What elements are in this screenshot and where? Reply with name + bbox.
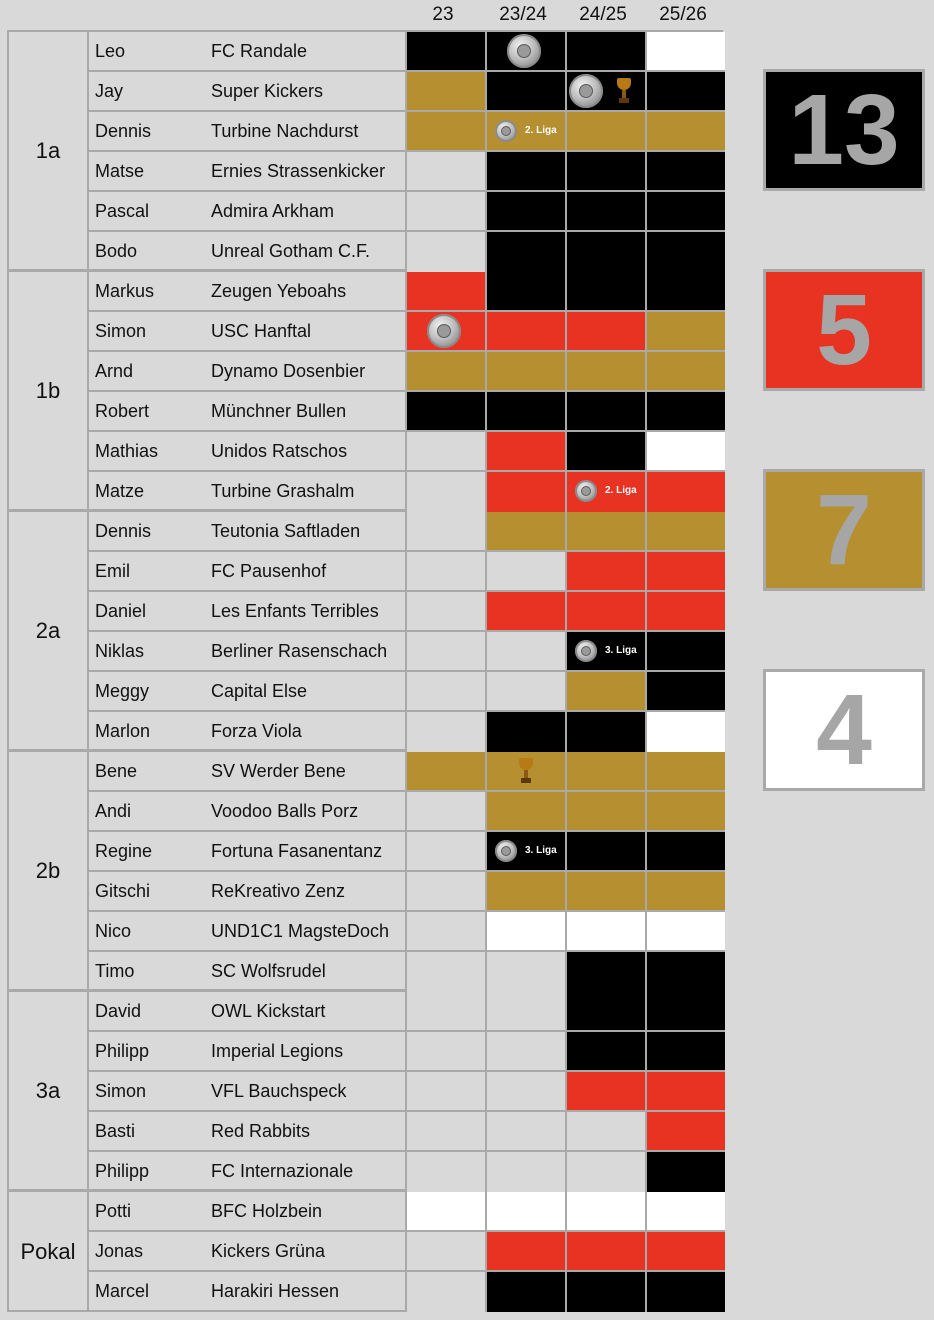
season-cell-red — [565, 552, 645, 592]
season-cell-red — [645, 1112, 725, 1152]
table-row — [89, 512, 721, 552]
table-row — [89, 1192, 721, 1232]
table-row — [89, 392, 721, 432]
player-team-cell — [89, 512, 405, 552]
season-cell-black — [485, 1272, 565, 1312]
player-name: Philipp — [95, 1161, 150, 1181]
season-cell-red — [565, 1072, 645, 1112]
table-row — [89, 752, 721, 792]
season-cell-black — [565, 432, 645, 472]
season-cell-red — [645, 552, 725, 592]
player-name: Bodo — [95, 241, 138, 261]
table-row — [89, 32, 721, 72]
table-row — [89, 712, 721, 752]
count-value-gold: 7 — [816, 474, 872, 586]
player-team-cell — [89, 1032, 405, 1072]
season-cell-white — [645, 432, 725, 472]
season-cell-red — [405, 312, 485, 352]
player-team-cell — [89, 1192, 405, 1232]
season-cell-grey — [405, 1272, 485, 1312]
season-cell-white — [645, 712, 725, 752]
season-cell-black — [645, 232, 725, 272]
season-cell-red — [485, 1232, 565, 1272]
season-cell-black — [565, 32, 645, 72]
group-label: 3a — [9, 992, 89, 1189]
player-name: Robert — [95, 401, 150, 421]
player-name: Matze — [95, 481, 145, 501]
season-cell-black — [645, 72, 725, 112]
player-name: Nico — [95, 921, 132, 941]
season-label-23-24: 23/24 — [499, 4, 547, 25]
team-name: VFL Bauchspeck — [211, 1081, 347, 1101]
team-name: Ernies Strassenkicker — [211, 161, 386, 181]
table-row — [89, 912, 721, 952]
group-2b — [9, 752, 721, 992]
table-row — [89, 952, 721, 992]
season-cell-gold — [565, 512, 645, 552]
count-box-white — [763, 669, 925, 791]
player-name: Pascal — [95, 201, 150, 221]
team-name: Unidos Ratschos — [211, 441, 348, 461]
season-cell-black — [645, 832, 725, 872]
season-cell-grey — [405, 832, 485, 872]
season-cell-black — [485, 192, 565, 232]
pokal-trophy-icon — [519, 758, 533, 784]
season-cell-grey — [405, 1232, 485, 1272]
team-name: Teutonia Saftladen — [211, 521, 361, 541]
group-pokal — [9, 1192, 721, 1312]
table-row — [89, 592, 721, 632]
player-name: Matse — [95, 161, 145, 181]
season-cell-grey — [405, 632, 485, 672]
table-row — [89, 432, 721, 472]
player-team-cell — [89, 1112, 405, 1152]
season-cell-red — [565, 472, 645, 512]
player-name: Jay — [95, 81, 124, 101]
team-name: Capital Else — [211, 681, 308, 701]
player-name: Basti — [95, 1121, 136, 1141]
group-label: Pokal — [9, 1192, 89, 1312]
player-name: Leo — [95, 41, 126, 61]
team-name: SV Werder Bene — [211, 761, 346, 781]
player-team-cell — [89, 632, 405, 672]
team-name: Harakiri Hessen — [211, 1281, 340, 1301]
season-cell-black — [565, 1032, 645, 1072]
season-cell-grey — [405, 152, 485, 192]
team-name: OWL Kickstart — [211, 1001, 326, 1021]
season-cell-gold — [405, 112, 485, 152]
season-cell-gold — [565, 672, 645, 712]
season-cell-grey — [485, 552, 565, 592]
season-cell-white — [645, 1192, 725, 1232]
player-name: Daniel — [95, 601, 147, 621]
team-name: FC Internazionale — [211, 1161, 354, 1181]
season-cell-grey — [405, 552, 485, 592]
season-cell-gold — [485, 872, 565, 912]
season-cell-red — [645, 592, 725, 632]
team-name: Imperial Legions — [211, 1041, 344, 1061]
player-name: Simon — [95, 1081, 147, 1101]
meisterschale-icon — [575, 480, 597, 502]
table-row — [89, 832, 721, 872]
team-name: FC Randale — [211, 41, 308, 61]
season-cell-black — [645, 1272, 725, 1312]
player-name: Dennis — [95, 521, 152, 541]
season-cell-red — [565, 1232, 645, 1272]
team-name: Turbine Nachdurst — [211, 121, 359, 141]
player-name: Philipp — [95, 1041, 150, 1061]
team-name: Super Kickers — [211, 81, 324, 101]
player-name: Jonas — [95, 1241, 144, 1261]
table-row — [89, 472, 721, 512]
player-name: Timo — [95, 961, 135, 981]
player-team-cell — [89, 312, 405, 352]
season-cell-gold — [405, 752, 485, 792]
table-row — [89, 872, 721, 912]
player-team-cell — [89, 712, 405, 752]
team-name: Admira Arkham — [211, 201, 335, 221]
season-cell-red — [565, 312, 645, 352]
season-cell-grey — [485, 672, 565, 712]
team-name: Unreal Gotham C.F. — [211, 241, 371, 261]
meisterschale-icon — [495, 120, 517, 142]
season-cell-white — [485, 912, 565, 952]
season-cell-white — [405, 1192, 485, 1232]
season-cell-grey — [405, 1032, 485, 1072]
player-name: Potti — [95, 1201, 132, 1221]
season-cell-black — [485, 32, 565, 72]
season-cell-grey — [485, 992, 565, 1032]
player-name: Bene — [95, 761, 138, 781]
group-1a — [9, 32, 721, 272]
table-row — [89, 1032, 721, 1072]
season-cell-black — [645, 1152, 725, 1192]
season-cell-black — [565, 712, 645, 752]
player-team-cell — [89, 152, 405, 192]
liga-label: 3. Liga — [605, 645, 637, 656]
season-cell-gold — [565, 872, 645, 912]
table-row — [89, 272, 721, 312]
season-cell-gold — [485, 752, 565, 792]
count-value-white: 4 — [816, 674, 872, 786]
player-team-cell — [89, 1152, 405, 1192]
player-team-cell — [89, 552, 405, 592]
season-cell-black — [565, 1272, 645, 1312]
liga-label: 2. Liga — [525, 125, 557, 136]
liga-label: 2. Liga — [605, 485, 637, 496]
season-cell-black — [485, 152, 565, 192]
season-cell-black — [565, 152, 645, 192]
season-cell-gold — [485, 792, 565, 832]
season-cell-grey — [485, 1072, 565, 1112]
season-cell-black — [485, 712, 565, 752]
season-cell-black — [645, 392, 725, 432]
table-row — [89, 232, 721, 272]
player-name: Dennis — [95, 121, 152, 141]
table-row — [89, 1072, 721, 1112]
table-row — [89, 352, 721, 392]
table-row — [89, 672, 721, 712]
player-name: Gitschi — [95, 881, 151, 901]
season-cell-gold — [645, 352, 725, 392]
season-cell-red — [485, 592, 565, 632]
player-team-cell — [89, 872, 405, 912]
table-row — [89, 152, 721, 192]
season-cell-black — [645, 632, 725, 672]
season-cell-gold — [405, 352, 485, 392]
season-cell-black — [645, 192, 725, 232]
table-row — [89, 792, 721, 832]
player-name: Andi — [95, 801, 132, 821]
table-row — [89, 1112, 721, 1152]
count-box-red — [763, 269, 925, 391]
player-team-cell — [89, 32, 405, 72]
season-cell-grey — [405, 432, 485, 472]
table-row — [89, 632, 721, 672]
liga-label: 3. Liga — [525, 845, 557, 856]
player-team-cell — [89, 192, 405, 232]
team-name: Berliner Rasenschach — [211, 641, 388, 661]
season-cell-gold — [485, 112, 565, 152]
count-box-black — [763, 69, 925, 191]
season-cell-gold — [645, 112, 725, 152]
season-cell-black — [565, 232, 645, 272]
player-name: Marcel — [95, 1281, 150, 1301]
season-cell-black — [485, 272, 565, 312]
count-box-gold — [763, 469, 925, 591]
player-team-cell — [89, 672, 405, 712]
season-cell-gold — [485, 352, 565, 392]
season-cell-red — [485, 472, 565, 512]
season-cell-red — [485, 312, 565, 352]
player-name: Markus — [95, 281, 155, 301]
season-cell-grey — [405, 1152, 485, 1192]
season-cell-grey — [565, 1112, 645, 1152]
team-name: BFC Holzbein — [211, 1201, 323, 1221]
season-cell-gold — [645, 752, 725, 792]
meisterschale-icon — [575, 640, 597, 662]
player-team-cell — [89, 792, 405, 832]
player-team-cell — [89, 1232, 405, 1272]
season-cell-black — [645, 952, 725, 992]
season-cell-gold — [645, 872, 725, 912]
player-name: Meggy — [95, 681, 150, 701]
season-cell-black — [565, 72, 645, 112]
season-cell-white — [565, 912, 645, 952]
season-cell-gold — [565, 752, 645, 792]
team-name: Dynamo Dosenbier — [211, 361, 366, 381]
season-cell-grey — [405, 512, 485, 552]
season-cell-grey — [405, 712, 485, 752]
player-name: Niklas — [95, 641, 145, 661]
team-name: ReKreativo Zenz — [211, 881, 346, 901]
season-cell-grey — [405, 792, 485, 832]
season-cell-gold — [645, 312, 725, 352]
player-team-cell — [89, 752, 405, 792]
group-label: 1a — [9, 32, 89, 269]
team-name: Forza Viola — [211, 721, 302, 741]
player-team-cell — [89, 352, 405, 392]
season-cell-grey — [405, 472, 485, 512]
season-cell-grey — [405, 952, 485, 992]
team-name: Voodoo Balls Porz — [211, 801, 359, 821]
team-name: USC Hanftal — [211, 321, 312, 341]
group-label: 2b — [9, 752, 89, 989]
player-team-cell — [89, 992, 405, 1032]
season-cell-grey — [405, 912, 485, 952]
season-cell-red — [405, 272, 485, 312]
player-name: David — [95, 1001, 142, 1021]
group-1b — [9, 272, 721, 512]
season-cell-black — [645, 272, 725, 312]
season-cell-grey — [405, 1112, 485, 1152]
season-cell-black — [565, 392, 645, 432]
season-header — [403, 0, 723, 30]
season-cell-gold — [645, 792, 725, 832]
season-cell-black — [565, 192, 645, 232]
player-team-cell — [89, 112, 405, 152]
player-team-cell — [89, 832, 405, 872]
player-team-cell — [89, 592, 405, 632]
season-cell-red — [485, 432, 565, 472]
group-3a — [9, 992, 721, 1192]
season-cell-gold — [405, 72, 485, 112]
team-name: Kickers Grüna — [211, 1241, 326, 1261]
player-team-cell — [89, 1072, 405, 1112]
player-name: Emil — [95, 561, 130, 581]
season-cell-red — [645, 472, 725, 512]
table-row — [89, 312, 721, 352]
season-cell-white — [645, 912, 725, 952]
season-cell-black — [645, 152, 725, 192]
team-name: Turbine Grashalm — [211, 481, 355, 501]
season-cell-grey — [405, 672, 485, 712]
season-cell-grey — [405, 592, 485, 632]
season-cell-black — [405, 392, 485, 432]
season-cell-black — [565, 992, 645, 1032]
table-row — [89, 192, 721, 232]
season-cell-black — [645, 672, 725, 712]
season-cell-black — [485, 832, 565, 872]
count-value-black: 13 — [788, 74, 900, 186]
player-team-cell — [89, 392, 405, 432]
season-cell-grey — [485, 632, 565, 672]
season-cell-gold — [565, 112, 645, 152]
season-cell-grey — [485, 1112, 565, 1152]
league-table — [7, 30, 723, 1312]
season-cell-white — [565, 1192, 645, 1232]
season-cell-black — [565, 632, 645, 672]
player-name: Marlon — [95, 721, 151, 741]
season-cell-black — [405, 32, 485, 72]
table-row — [89, 1152, 721, 1192]
group-label: 2a — [9, 512, 89, 749]
player-name: Simon — [95, 321, 147, 341]
season-cell-black — [485, 392, 565, 432]
meisterschale-icon — [507, 34, 541, 68]
season-cell-black — [565, 952, 645, 992]
team-name: UND1C1 MagsteDoch — [211, 921, 390, 941]
team-name: Les Enfants Terribles — [211, 601, 379, 621]
player-name: Regine — [95, 841, 153, 861]
season-cell-black — [645, 1032, 725, 1072]
group-2a — [9, 512, 721, 752]
player-team-cell — [89, 952, 405, 992]
player-name: Arnd — [95, 361, 134, 381]
meisterschale-icon — [569, 74, 603, 108]
season-cell-black — [645, 992, 725, 1032]
season-cell-white — [485, 1192, 565, 1232]
team-name: SC Wolfsrudel — [211, 961, 326, 981]
season-cell-grey — [405, 872, 485, 912]
count-value-red: 5 — [816, 274, 872, 386]
player-team-cell — [89, 912, 405, 952]
season-cell-black — [485, 72, 565, 112]
player-team-cell — [89, 272, 405, 312]
season-cell-gold — [565, 352, 645, 392]
season-cell-grey — [405, 992, 485, 1032]
player-team-cell — [89, 72, 405, 112]
season-cell-white — [645, 32, 725, 72]
pokal-trophy-icon — [617, 78, 631, 104]
season-cell-gold — [485, 512, 565, 552]
player-name: Mathias — [95, 441, 159, 461]
meisterschale-icon — [427, 314, 461, 348]
team-name: Zeugen Yeboahs — [211, 281, 347, 301]
table-row — [89, 72, 721, 112]
table-row — [89, 1272, 721, 1312]
meisterschale-icon — [495, 840, 517, 862]
table-row — [89, 992, 721, 1032]
player-team-cell — [89, 432, 405, 472]
season-cell-grey — [405, 232, 485, 272]
team-name: Red Rabbits — [211, 1121, 311, 1141]
player-team-cell — [89, 232, 405, 272]
season-cell-grey — [485, 952, 565, 992]
team-name: Fortuna Fasanentanz — [211, 841, 383, 861]
season-label-24-25: 24/25 — [579, 4, 627, 25]
season-cell-black — [565, 832, 645, 872]
table-row — [89, 112, 721, 152]
season-cell-red — [645, 1072, 725, 1112]
table-row — [89, 552, 721, 592]
season-cell-red — [565, 592, 645, 632]
season-cell-grey — [485, 1152, 565, 1192]
season-cell-black — [565, 272, 645, 312]
season-cell-black — [485, 232, 565, 272]
season-cell-grey — [565, 1152, 645, 1192]
season-cell-grey — [485, 1032, 565, 1072]
season-label-23: 23 — [432, 4, 454, 25]
player-team-cell — [89, 472, 405, 512]
team-name: FC Pausenhof — [211, 561, 327, 581]
season-cell-grey — [405, 1072, 485, 1112]
group-label: 1b — [9, 272, 89, 509]
season-cell-grey — [405, 192, 485, 232]
season-cell-gold — [645, 512, 725, 552]
table-row — [89, 1232, 721, 1272]
player-team-cell — [89, 1272, 405, 1312]
season-cell-gold — [565, 792, 645, 832]
team-name: Münchner Bullen — [211, 401, 347, 421]
season-label-25-26: 25/26 — [659, 4, 707, 25]
season-cell-red — [645, 1232, 725, 1272]
